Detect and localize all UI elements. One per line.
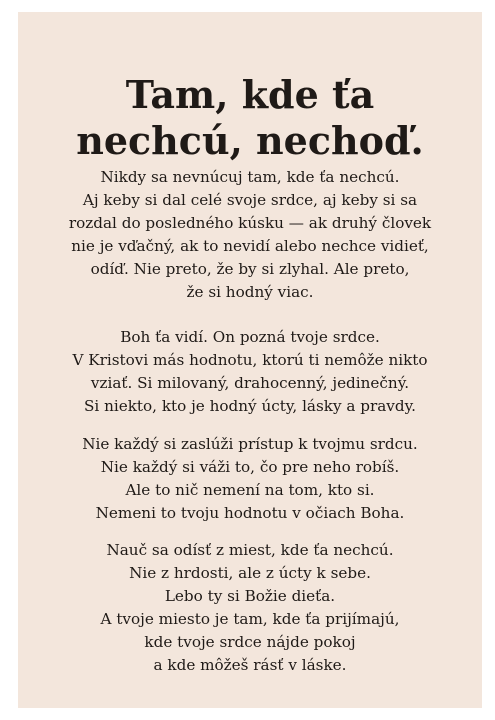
text-line: Nemeni to tvoju hodnotu v očiach Boha. — [95, 504, 405, 522]
paragraph-4 — [18, 539, 482, 677]
text-line: Nauč sa odísť z miest, kde ťa nechcú. — [106, 541, 394, 559]
text-line: Boh ťa vidí. On pozná tvoje srdce. — [120, 328, 380, 346]
text-line: nie je vďačný, ak to nevidí alebo nechce vidieť, — [71, 237, 429, 255]
paragraph-1 — [18, 166, 482, 304]
card-title — [18, 72, 482, 164]
title-line: nechcú, nechoď. — [76, 118, 424, 163]
text-line: Aj keby si dal celé svoje srdce, aj keby si sa — [82, 191, 418, 209]
text-line: Si niekto, kto je hodný úcty, lásky a pravdy. — [84, 397, 416, 415]
text-line: kde tvoje srdce nájde pokoj — [144, 633, 356, 651]
quote-card — [18, 12, 482, 708]
text-line: vziať. Si milovaný, drahocenný, jedinečný. — [90, 374, 410, 392]
text-line: A tvoje miesto je tam, kde ťa prijímajú, — [100, 610, 400, 628]
title-line: Tam, kde ťa — [125, 72, 375, 117]
text-line: a kde môžeš rásť v láske. — [153, 656, 347, 674]
paragraph-2 — [18, 326, 482, 418]
text-line: Ale to nič nemení na tom, kto si. — [125, 481, 375, 499]
text-line: Lebo ty si Božie dieťa. — [164, 587, 336, 605]
text-line: V Kristovi más hodnotu, ktorú ti nemôže nikto — [72, 351, 428, 369]
paragraph-3 — [18, 433, 482, 525]
text-line: Nie každý si zaslúži prístup k tvojmu srdcu. — [82, 435, 418, 453]
text-line: rozdal do posledného kúsku — ak druhý človek — [68, 214, 432, 232]
text-line: Nie z hrdosti, ale z úcty k sebe. — [129, 564, 371, 582]
text-line: že si hodný viac. — [186, 283, 314, 301]
text-line: odíď. Nie preto, že by si zlyhal. Ale preto, — [90, 260, 410, 278]
text-line: Nie každý si váži to, čo pre neho robíš. — [100, 458, 400, 476]
text-line: Nikdy sa nevnúcuj tam, kde ťa nechcú. — [100, 168, 400, 186]
